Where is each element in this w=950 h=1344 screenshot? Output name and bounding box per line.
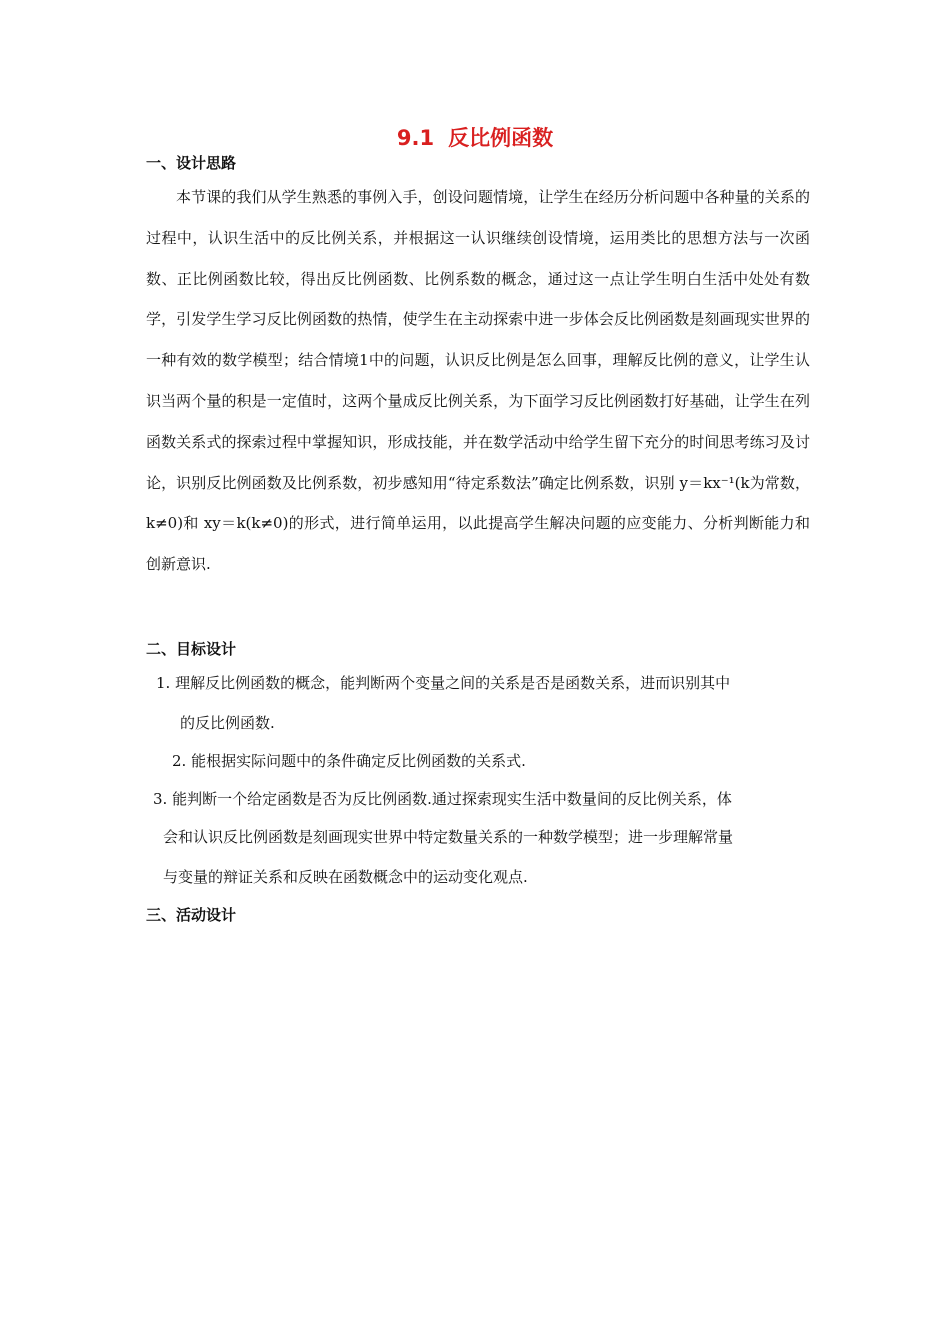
goal-1-line-1: 1. 理解反比例函数的概念，能判断两个变量之间的关系是否是函数关系，进而识别其中 bbox=[156, 674, 731, 692]
design-idea-paragraph bbox=[146, 177, 810, 585]
title-number: 9.1 bbox=[396, 126, 435, 150]
section-heading-goals: 二、目标设计 bbox=[146, 640, 237, 658]
design-idea-text: 本节课的我们从学生熟悉的事例入手，创设问题情境，让学生在经历分析问题中各种量的关系的过程中，认识生活中的反比例关系，并根据这一认识继续创设情境，运用类比的思想方法与一次函数、正比例函数比较，得出反比例函数、比例系数的概念，通过这一点让学生明白生活中处处有数学，引发学生学习反比例函数的热情，使学生在主动探索中进一步体会反比例函数是刻画现实世界的一种有效的数学模型；结合情境1中的问题，认识反比例是怎么回事，理解反比例的意义，让学生认识当两个量的积是一定值时，这两个量成反比例关系，为下面学习反比例函数打好基础，让学生在列函数关系式的探索过程中掌握知识，形成技能，并在数学活动中给学生留下充分的时间思考练习及讨论，识别反比例函数及比例系数，初步感知用“待定系数法”确定比例系数，识别 y＝kx⁻¹(k为常数，k≠0)和 xy＝k(k≠0)的形式，进行简单运用，以此提高学生解决问题的应变能力、分析判断能力和创新意识. bbox=[146, 188, 810, 574]
goal-3-line-1: 3. 能判断一个给定函数是否为反比例函数.通过探索现实生活中数量间的反比例关系，体 bbox=[153, 790, 732, 808]
goal-3-line-3: 与变量的辩证关系和反映在函数概念中的运动变化观点. bbox=[163, 868, 528, 886]
section-heading-design-idea: 一、设计思路 bbox=[146, 154, 237, 172]
goal-2: 2. 能根据实际问题中的条件确定反比例函数的关系式. bbox=[172, 752, 526, 770]
document-title bbox=[0, 122, 950, 152]
section-heading-activities: 三、活动设计 bbox=[146, 906, 237, 924]
goal-1-line-2: 的反比例函数. bbox=[180, 714, 275, 732]
title-text: 反比例函数 bbox=[448, 126, 554, 150]
goal-3-line-2: 会和认识反比例函数是刻画现实世界中特定数量关系的一种数学模型；进一步理解常量 bbox=[163, 828, 734, 846]
